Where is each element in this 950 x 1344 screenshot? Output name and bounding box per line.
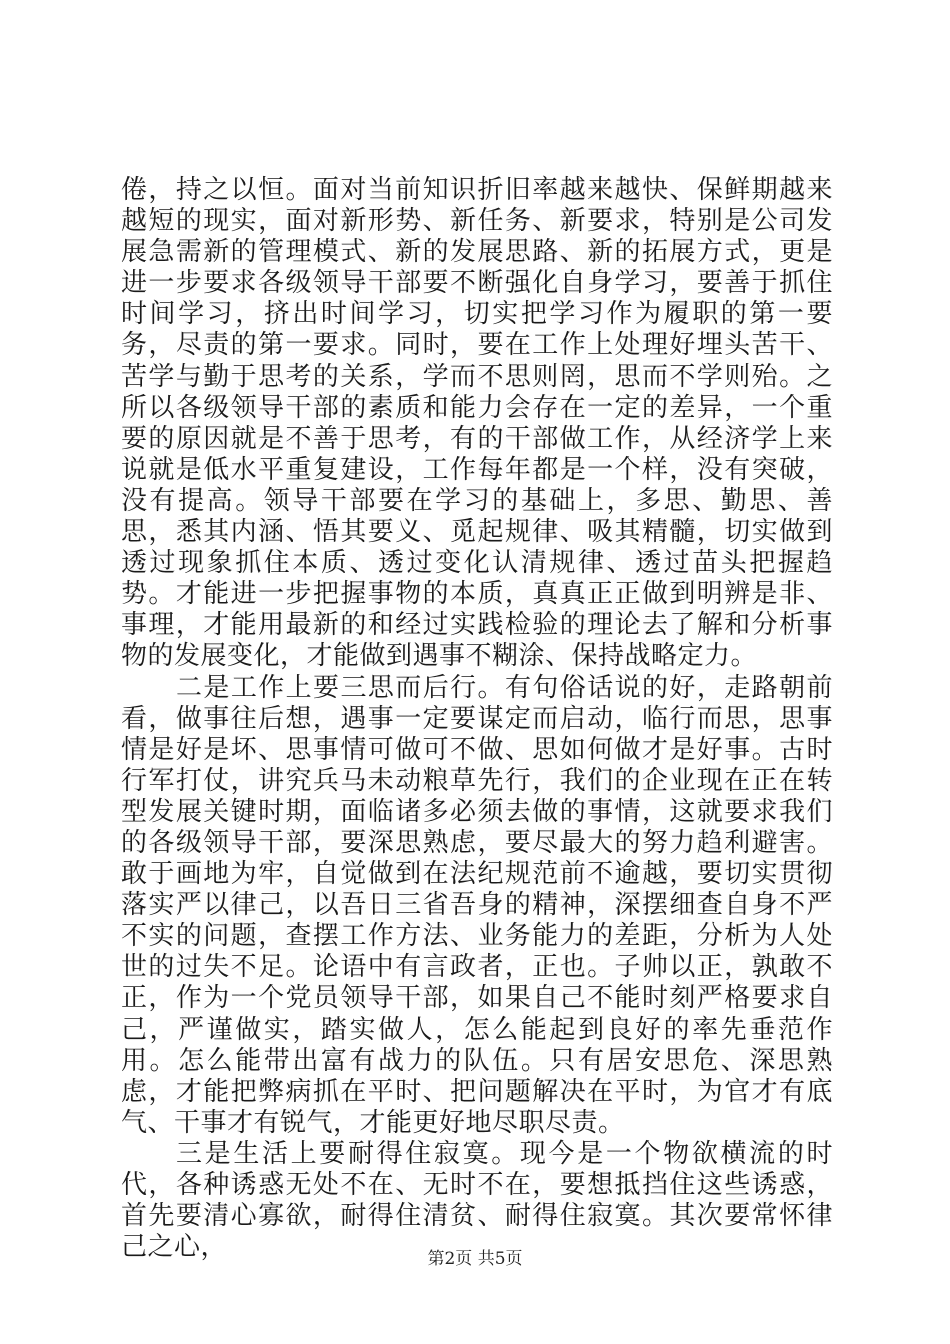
page-number-footer: 第2页 共5页 (427, 1249, 523, 1269)
document-body (121, 175, 833, 1263)
paragraph-work: 二是工作上要三思而后行。有句俗话说的好，走路朝前看，做事往后想，遇事一定要谋定而启动，临行而思，思事情是好是坏、思事情可做可不做、思如何做才是好事。古时行军打仗，讲究兵马未动粮草先行，我们的企业现在正在转型发展关键时期，面临诸多必须去做的事情，这就要求我们的各级领导干部，要深思熟虑，要尽最大的努力趋利避害。敢于画地为牢，自觉做到在法纪规范前不逾越，要切实贯彻落实严以律己，以吾日三省吾身的精神，深摆细查自身不严不实的问题，查摆工作方法、业务能力的差距，分析为人处世的过失不足。论语中有言政者，正也。子帅以正，孰敢不正，作为一个党员领导干部，如果自己不能时刻严格要求自己，严谨做实，踏实做人，怎么能起到良好的率先垂范作用。怎么能带出富有战力的队伍。只有居安思危、深思熟虑，才能把弊病抓在平时、把问题解决在平时，为官才有底气、干事才有锐气，才能更好地尽职尽责。 (121, 672, 833, 1138)
paragraph-life: 三是生活上要耐得住寂寞。现今是一个物欲横流的时代，各种诱惑无处不在、无时不在，要想抵挡住这些诱惑，首先要清心寡欲，耐得住清贫、耐得住寂寞。其次要常怀律己之心， (121, 1138, 833, 1263)
paragraph-continued: 倦，持之以恒。面对当前知识折旧率越来越快、保鲜期越来越短的现实，面对新形势、新任务、新要求，特别是公司发展急需新的管理模式、新的发展思路、新的拓展方式，更是进一步要求各级领导干部要不断强化自身学习，要善于抓住时间学习，挤出时间学习，切实把学习作为履职的第一要务，尽责的第一要求。同时，要在工作上处理好埋头苦干、苦学与勤于思考的关系，学而不思则罔，思而不学则殆。之所以各级领导干部的素质和能力会存在一定的差异，一个重要的原因就是不善于思考，有的干部做工作，从经济学上来说就是低水平重复建设，工作每年都是一个样，没有突破，没有提高。领导干部要在学习的基础上，多思、勤思、善思，悉其内涵、悟其要义、觅起规律、吸其精髓，切实做到透过现象抓住本质、透过变化认清规律、透过苗头把握趋势。才能进一步把握事物的本质，真真正正做到明辨是非、事理，才能用最新的和经过实践检验的理论去了解和分析事物的发展变化，才能做到遇事不糊涂、保持战略定力。 (121, 175, 833, 672)
